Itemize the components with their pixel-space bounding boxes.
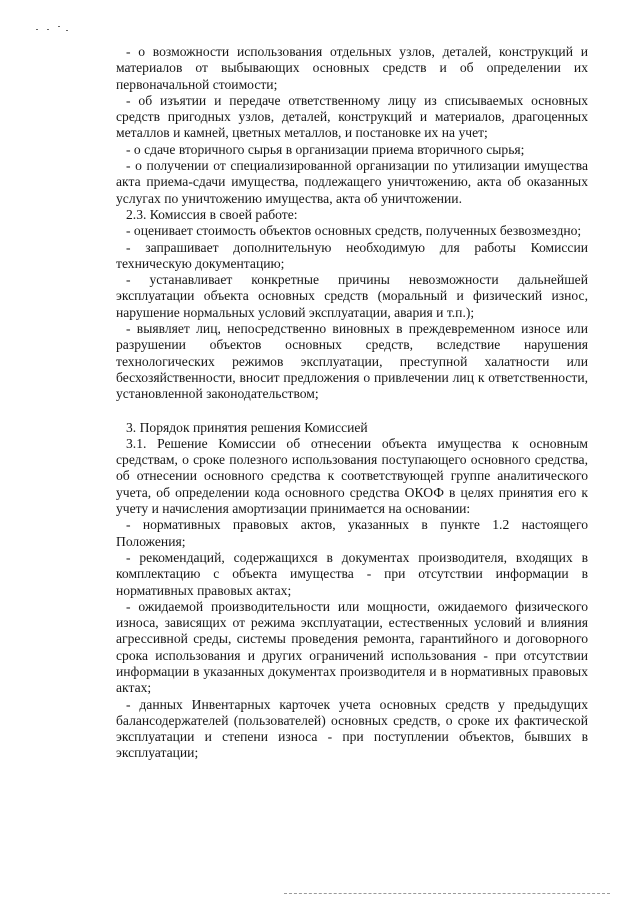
paragraph-commission-work: 2.3. Комиссия в своей работе: [126,206,298,222]
scan-artifact [36,26,72,32]
paragraph-establish-reasons: - устанавливает конкретные причины невозможности дальнейшей эксплуатации объекта основных средств (моральный и физический износ, нарушение нормальных условий эксплуатации, авария и т.п.); [116,272,588,320]
paragraph-removal-transfer: - об изъятии и передаче ответственному лицу из списываемых основных средств пригодных узлов, деталей, конструкций и материалов, драгоценных металлов и камней, цветных металлов, и постановке их на учет; [116,92,588,141]
document-text [116,44,588,762]
paragraph-request-docs: - запрашивает дополнительную необходимую для работы Комиссии техническую документацию; [116,239,588,271]
paragraph-normative-acts: - нормативных правовых актов, указанных в пункте 1.2 настоящего Положения; [116,517,588,549]
paragraph-identify-persons: - выявляет лиц, непосредственно виновных в преждевременном износе или разрушении объектов основных средств, вследствие нарушения технологических режимов эксплуатации, преступной халатности или бесхозяйственности, вносит предложения о привлечении лиц к ответственности, установленной законодательством; [116,321,588,402]
bottom-dotted-line [284,893,610,894]
paragraph-inventory-cards: - данных Инвентарных карточек учета основных средств у предыдущих балансодержателей (пользователей) основных средств, о сроке их фактической эксплуатации и степени износа - при поступлении объектов, бывших в эксплуатации; [116,696,588,761]
paragraph-evaluate-cost: - оценивает стоимость объектов основных средств, полученных безвозмездно; [126,223,582,239]
paragraph-secondary-raw: - о сдаче вторичного сырья в организации приема вторичного сырья; [126,141,525,157]
paragraph-decision-basis: 3.1. Решение Комиссии об отнесении объекта имущества к основным средствам, о сроке полезного использования поступающего основного средства, об отнесении основного средства к соответствующей группе аналитического учета, об определении кода основного средства ОКОФ в целях принятия его к учету и начисления амортизации принимается на основании: [116,435,588,517]
paragraph-manufacturer-recommendations: - рекомендаций, содержащихся в документах производителя, входящих в комплектацию с объекта имущества - при отсутствии информации в нормативных правовых актах; [116,549,588,598]
paragraph-expected-performance: - ожидаемой производительности или мощности, ожидаемого физического износа, зависящих от режима эксплуатации, естественных условий и влияния агрессивной среды, системы проведения ремонта, гарантийного и договорного срока использования и других ограничений использования - при отсутствии информации в указанных документах производителя и в нормативных правовых актах; [116,598,588,696]
paragraph-reuse-parts: - о возможности использования отдельных узлов, деталей, конструкций и материалов от выбывающих основных средств и об определении их первоначальной стоимости; [116,44,588,92]
section-heading: 3. Порядок принятия решения Комиссией [126,419,368,435]
paragraph-disposal-acts: - о получении от специализированной организации по утилизации имущества акта приема-сдачи имущества, подлежащего уничтожению, акта об оказанных услугах по уничтожению имущества, акта об уничтожении. [116,158,588,206]
section-spacer [116,403,588,420]
